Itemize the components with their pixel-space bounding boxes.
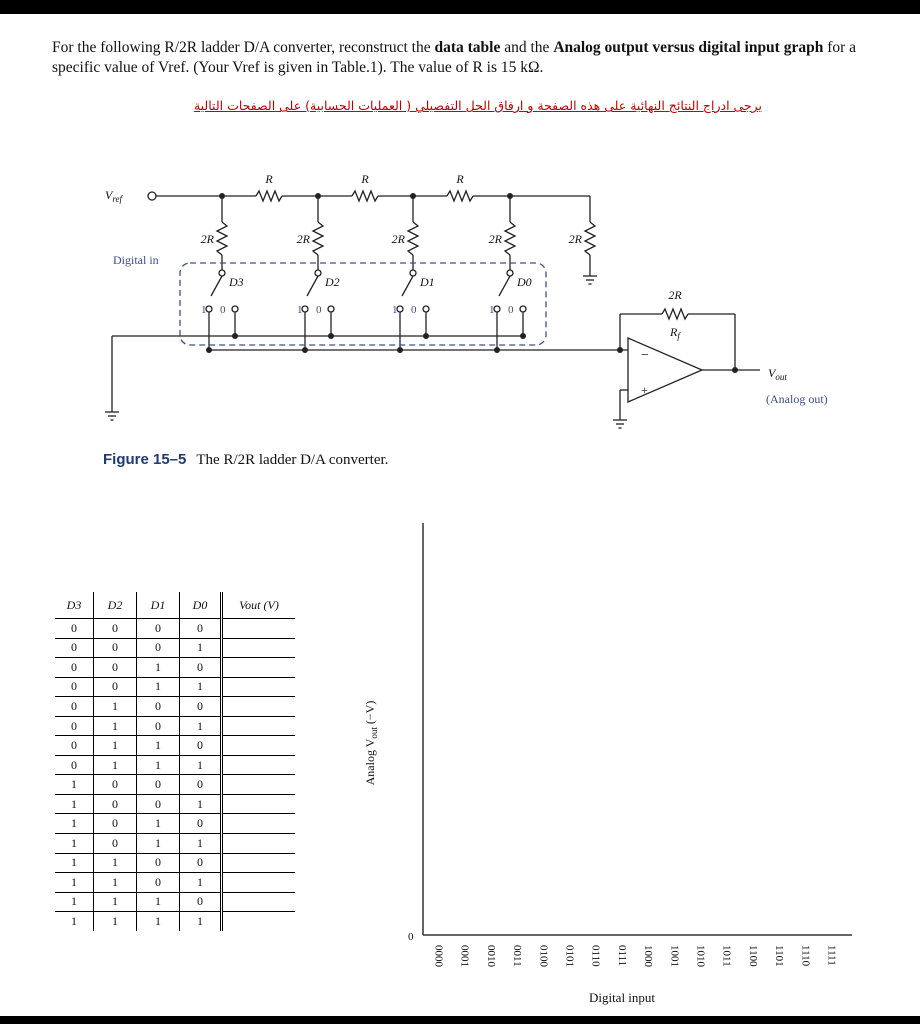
x-tick-label: 1100 — [746, 945, 759, 967]
bit-cell: 0 — [55, 755, 94, 775]
analog-out-label: (Analog out) — [766, 392, 828, 406]
bit-cell: 1 — [137, 677, 180, 697]
bit-cell: 1 — [55, 912, 94, 931]
bit-cell: 1 — [94, 755, 137, 775]
bit-cell: 0 — [137, 619, 180, 639]
vout-input-cell[interactable] — [222, 638, 296, 658]
table-row — [55, 716, 295, 736]
r2-label-term: 2R — [568, 232, 582, 246]
feedback-resistor — [662, 309, 688, 319]
bit-cell: 0 — [180, 775, 222, 795]
bit-cell: 0 — [137, 873, 180, 893]
x-tick-label: 0010 — [484, 945, 497, 967]
truth-table-header — [55, 592, 295, 619]
vref-terminal — [148, 192, 156, 200]
arabic-instruction: يرجى ادراج النتائج النهائية على هذه الصفحة و ارفاق الحل التفصيلي ( العمليات الحسابية) على الصفحات التالية — [193, 98, 763, 113]
bit-cell: 0 — [180, 658, 222, 678]
vout-input-cell[interactable] — [222, 873, 296, 893]
bit-cell: 1 — [55, 794, 94, 814]
table-row — [55, 677, 295, 697]
switch-label-d1: D1 — [420, 275, 435, 289]
bit-cell: 0 — [55, 677, 94, 697]
bit-cell: 1 — [55, 814, 94, 834]
figure-caption-text: The R/2R ladder D/A converter. — [196, 452, 389, 468]
x-tick-label: 0011 — [511, 945, 524, 967]
r2-label-d2: 2R — [296, 232, 310, 246]
bit-cell: 1 — [137, 736, 180, 756]
series-resistor-1 — [256, 191, 282, 201]
bit-cell: 1 — [180, 912, 222, 931]
switch-d0-pos0: 0 — [508, 304, 514, 316]
r2-label-d1: 2R — [391, 232, 405, 246]
bit-cell: 0 — [55, 658, 94, 678]
header-d2: D2 — [94, 592, 137, 619]
bit-cell: 1 — [55, 892, 94, 912]
shunt-resistor-d3 — [217, 222, 227, 255]
rf-value-label: 2R — [668, 288, 682, 302]
switch-d1-pos1: 1 — [392, 304, 398, 316]
switch-d2-pos0: 0 — [316, 304, 322, 316]
bit-cell: 1 — [180, 677, 222, 697]
table-row — [55, 794, 295, 814]
bit-cell: 0 — [137, 697, 180, 717]
vout-input-cell[interactable] — [222, 814, 296, 834]
table-row — [55, 619, 295, 639]
table-row — [55, 834, 295, 854]
series-resistor-2 — [352, 191, 378, 201]
bottom-black-bar — [0, 1016, 920, 1024]
bit-cell: 0 — [137, 716, 180, 736]
bit-cell: 1 — [180, 755, 222, 775]
bit-cell: 1 — [180, 794, 222, 814]
table-row — [55, 853, 295, 873]
vout-input-cell[interactable] — [222, 794, 296, 814]
bit-cell: 1 — [137, 658, 180, 678]
bit-cell: 1 — [137, 755, 180, 775]
bit-cell: 0 — [180, 892, 222, 912]
r2-label-d0: 2R — [488, 232, 502, 246]
termination-resistor — [585, 222, 595, 255]
truth-table — [55, 592, 295, 931]
statement-bold-data-table: data table — [434, 39, 501, 56]
statement-part-2: and the — [500, 39, 554, 56]
figure-number: Figure 15–5 — [103, 451, 187, 468]
vout-input-cell[interactable] — [222, 658, 296, 678]
x-tick-label: 0000 — [432, 945, 445, 967]
switch-label-d3: D3 — [229, 275, 244, 289]
vout-input-cell[interactable] — [222, 619, 296, 639]
bit-cell: 0 — [180, 736, 222, 756]
vout-input-cell[interactable] — [222, 853, 296, 873]
bit-cell: 1 — [94, 912, 137, 931]
vout-input-cell[interactable] — [222, 775, 296, 795]
bit-cell: 1 — [94, 736, 137, 756]
x-tick-label: 1110 — [799, 945, 812, 967]
bit-cell: 0 — [94, 619, 137, 639]
statement-part-3: for a specific value of Vref. (Your Vref is given in Table.1). The value of R is 15 kΩ. — [52, 39, 857, 76]
statement-part-1: For the following R/2R ladder D/A converter, reconstruct the — [52, 39, 435, 56]
x-tick-label: 1101 — [773, 945, 786, 967]
ladder-circuit-diagram — [0, 0, 920, 450]
r-label-2: R — [361, 172, 369, 186]
table-row — [55, 697, 295, 717]
header-d3: D3 — [55, 592, 94, 619]
op-amp-plus: + — [641, 383, 648, 397]
graph-x-axis-label: Digital input — [588, 990, 656, 1005]
x-tick-label: 0111 — [615, 945, 628, 967]
rf-name-label: $R_f$ — [670, 325, 680, 341]
vout-input-cell[interactable] — [222, 736, 296, 756]
switch-d3-pos1: 1 — [201, 304, 207, 316]
statement-bold-graph: Analog output versus digital input graph — [553, 39, 824, 56]
vout-input-cell[interactable] — [222, 697, 296, 717]
bit-cell: 1 — [94, 853, 137, 873]
bit-cell: 0 — [180, 619, 222, 639]
bit-cell: 0 — [55, 716, 94, 736]
vout-label: $V_{out}$ — [768, 366, 787, 382]
bit-cell: 1 — [180, 873, 222, 893]
switch-label-d0: D0 — [517, 275, 532, 289]
table-row — [55, 755, 295, 775]
bit-cell: 1 — [94, 873, 137, 893]
bit-cell: 1 — [137, 892, 180, 912]
switch-d1-pos0: 0 — [411, 304, 417, 316]
x-tick-label: 0001 — [458, 945, 471, 967]
vout-input-cell[interactable] — [222, 755, 296, 775]
bit-cell: 1 — [137, 814, 180, 834]
vout-input-cell[interactable] — [222, 716, 296, 736]
shunt-resistor-d1 — [408, 222, 418, 255]
bit-cell: 1 — [55, 873, 94, 893]
bit-cell: 1 — [94, 892, 137, 912]
op-amp — [628, 338, 702, 402]
x-tick-label: 1010 — [694, 945, 707, 967]
x-tick-label: 0101 — [563, 945, 576, 967]
op-amp-minus: − — [641, 348, 649, 363]
vref-label: $V_{ref}$ — [105, 188, 123, 204]
switch-label-d2: D2 — [325, 275, 340, 289]
table-row — [55, 736, 295, 756]
x-tick-label: 1111 — [825, 945, 838, 966]
bit-cell: 1 — [180, 834, 222, 854]
bit-cell: 0 — [55, 697, 94, 717]
x-tick-label: 0100 — [537, 945, 550, 967]
shunt-resistor-d2 — [313, 222, 323, 255]
bit-cell: 0 — [55, 638, 94, 658]
vout-input-cell[interactable] — [222, 912, 296, 931]
bit-cell: 0 — [94, 658, 137, 678]
bit-cell: 1 — [55, 853, 94, 873]
header-d1: D1 — [137, 592, 180, 619]
bit-cell: 0 — [180, 853, 222, 873]
x-tick-label: 1011 — [720, 945, 733, 967]
table-row — [55, 814, 295, 834]
bit-cell: 0 — [55, 736, 94, 756]
bit-cell: 1 — [137, 912, 180, 931]
figure-caption — [103, 451, 388, 469]
bit-cell: 0 — [137, 794, 180, 814]
vout-input-cell[interactable] — [222, 677, 296, 697]
bit-cell: 0 — [55, 619, 94, 639]
header-vout: Vout (V) — [222, 592, 296, 619]
bit-cell: 1 — [180, 716, 222, 736]
bit-cell: 1 — [180, 638, 222, 658]
r-label-1: R — [265, 172, 273, 186]
bit-cell: 0 — [94, 814, 137, 834]
graph-y-axis-label: Analog $V_{out}$ (−V) — [363, 700, 379, 786]
bit-cell: 1 — [55, 834, 94, 854]
switch-d2-pos1: 1 — [297, 304, 303, 316]
switch-d3-pos0: 0 — [220, 304, 226, 316]
r-label-3: R — [456, 172, 464, 186]
bit-cell: 0 — [94, 794, 137, 814]
series-resistor-3 — [447, 191, 473, 201]
bit-cell: 0 — [180, 697, 222, 717]
bit-cell: 0 — [137, 638, 180, 658]
switch-d0-pos1: 1 — [489, 304, 495, 316]
bit-cell: 0 — [94, 775, 137, 795]
table-row — [55, 638, 295, 658]
bit-cell: 1 — [55, 775, 94, 795]
table-row — [55, 912, 295, 931]
table-row — [55, 775, 295, 795]
bit-cell: 0 — [94, 638, 137, 658]
bit-cell: 0 — [180, 814, 222, 834]
shunt-resistor-d0 — [505, 222, 515, 255]
bit-cell: 0 — [137, 775, 180, 795]
r2-label-d3: 2R — [200, 232, 214, 246]
vout-input-cell[interactable] — [222, 892, 296, 912]
header-d0: D0 — [180, 592, 222, 619]
bit-cell: 1 — [137, 834, 180, 854]
x-tick-label: 1001 — [668, 945, 681, 967]
vout-input-cell[interactable] — [222, 834, 296, 854]
bit-cell: 0 — [94, 677, 137, 697]
table-row — [55, 873, 295, 893]
x-tick-label: 0110 — [589, 945, 602, 967]
digital-in-label: Digital in — [113, 253, 159, 267]
bit-cell: 0 — [137, 853, 180, 873]
bit-cell: 1 — [94, 716, 137, 736]
analog-output-graph — [340, 515, 870, 1015]
bit-cell: 1 — [94, 697, 137, 717]
graph-zero-label: 0 — [408, 931, 414, 943]
table-row — [55, 892, 295, 912]
x-tick-label: 1000 — [642, 945, 655, 967]
bit-cell: 0 — [94, 834, 137, 854]
table-row — [55, 658, 295, 678]
